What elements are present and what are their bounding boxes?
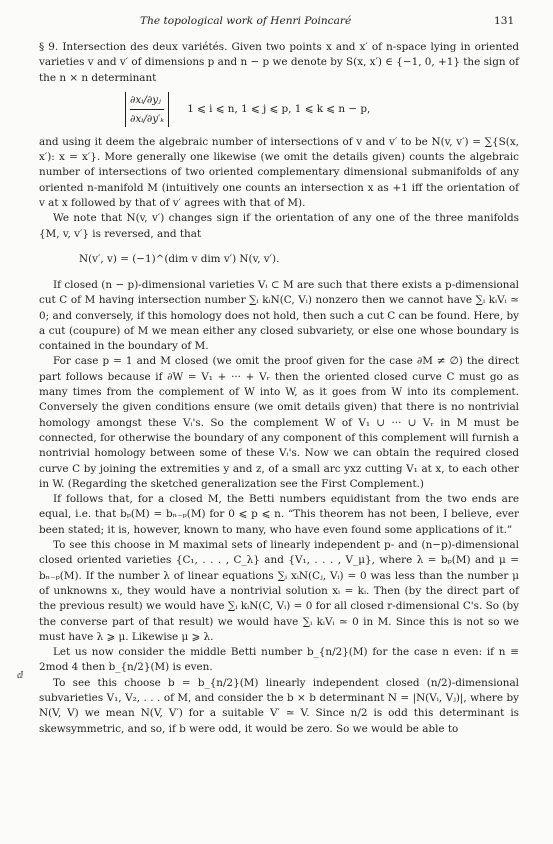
paragraph-proof: To see this choose in M maximal sets of linearly independent p- and (n−p)-dimensional closed oriented varieties {C₁, . . . , C_λ} and {V₁, . . . , V_μ}, where λ = bₚ(M) and μ = bₙ₋ₚ(M). If the number λ of linear equations ∑ᵢ xᵢN(Cⱼ, Vᵢ) = 0 was less than the number μ of unknowns xᵢ, they would have a nontrivial solution xᵢ = kᵢ. Then (by the direct part of the previous result) we would have ∑ᵢ kᵢN(C, Vᵢ) = 0 for all closed r-dimensional C's. So (by the converse part of that result) we would have ∑ᵢ kᵢVᵢ ≃ 0 in M. Since this is not so we must have λ ⩾ μ. Likewise μ ⩾ λ. bbox=[39, 539, 519, 643]
paragraph-skew-determinant: To see this choose b = b_{n/2}(M) linearly independent closed (n/2)-dimensional subvarieties V₁, V₂, . . . of M, and consider the b × b determinant N = |N(Vᵢ, Vⱼ)|, where by N(V, V) we mean N(V, V′) for a suitable V′ ≃ V. Since n/2 is odd this determinant is skewsymmetric, and so, if b were odd, it would be zero. So we would be able to bbox=[39, 676, 519, 735]
margin-mark: ⅆ bbox=[17, 671, 24, 681]
determinant-row-top: ∂xᵢ/∂yⱼ bbox=[130, 92, 164, 110]
paragraph-algebraic-number: and using it deem the algebraic number of intersections of v and v′ to be N(v, v′) = ∑{S(x, x′): x = x′}. More generally one likewise (we omit the details given) counts the algebraic number of intersections of two oriented complementary dimensional submanifolds of any oriented n-manifold M (intuitively one counts an intersection x as +1 iff the orientation of v at x followed by that of v′ agrees with that of M). bbox=[39, 135, 519, 210]
paragraph-sign-change: We note that N(v, v′) changes sign if the orientation of any one of the three manifolds {M, v, v′} is reversed, and that bbox=[39, 212, 519, 240]
paragraph-betti-duality: If follows that, for a closed M, the Betti numbers equidistant from the two ends are equal, i.e. that bₚ(M) = bₙ₋ₚ(M) for 0 ⩽ p ⩽ n. “This theorem has not been, I believe, ever been stated; it is, however, known to many, who have even found some applications of it.” bbox=[39, 493, 519, 536]
determinant-formula bbox=[125, 88, 519, 132]
determinant bbox=[125, 92, 169, 127]
page-number: 131 bbox=[494, 15, 515, 27]
paragraph-middle-betti: Let us now consider the middle Betti number b_{n/2}(M) for the case n even: if n ≡ 2mod 4 then b_{n/2}(M) is even. bbox=[39, 646, 519, 674]
determinant-row-bottom: ∂xᵢ/∂y′ₖ bbox=[130, 113, 165, 126]
paragraph-section-9: § 9. Intersection des deux variétés. Given two points x and x′ of n-space lying in oriented varieties v and v′ of dimensions p and n − p we denote by S(x, x′) ∈ {−1, 0, +1} the sign of the n × n determinant bbox=[39, 41, 519, 84]
paragraph-cut-theorem: If closed (n − p)-dimensional varieties Vᵢ ⊂ M are such that there exists a p-dimensional cut C of M having intersection number ∑ᵢ kᵢN(C, Vᵢ) nonzero then we cannot have ∑ᵢ kᵢVᵢ ≃ 0; and conversely, if this homology does not hold, then such a cut C can be found. Here, by a cut (coupure) of M we mean either any closed subvariety, or else one whose boundary is contained in the boundary of M. bbox=[39, 278, 519, 353]
page-body bbox=[39, 40, 519, 737]
index-conditions: 1 ⩽ i ⩽ n, 1 ⩽ j ⩽ p, 1 ⩽ k ⩽ n − p, bbox=[187, 103, 371, 116]
symmetry-formula: N(v′, v) = (−1)^(dim v dim v′) N(v, v′). bbox=[79, 253, 280, 266]
running-head: The topological work of Henri Poincaré bbox=[140, 15, 352, 27]
paragraph-case-p1: For case p = 1 and M closed (we omit the proof given for the case ∂M ≠ ∅) the direct part follows because if ∂W = V₁ + ··· + Vᵣ then the oriented closed curve C must go as many times from the complement of W into W, as it goes from W into its complement. Conversely the given conditions ensure (we omit details given) that there is no nontrivial homology amongst these Vᵢ's. So the complement W of V₁ ∪ ··· ∪ Vᵣ in M must be connected, for otherwise the boundary of any component of this complement will furnish a nontrivial homology between some of these Vᵢ's. Now we can obtain the required closed curve C by joining the extremities y and z, of a small arc yxz cutting V₁ at x, to each other in W. (Regarding the sketched generalization see the First Complement.) bbox=[39, 355, 519, 490]
